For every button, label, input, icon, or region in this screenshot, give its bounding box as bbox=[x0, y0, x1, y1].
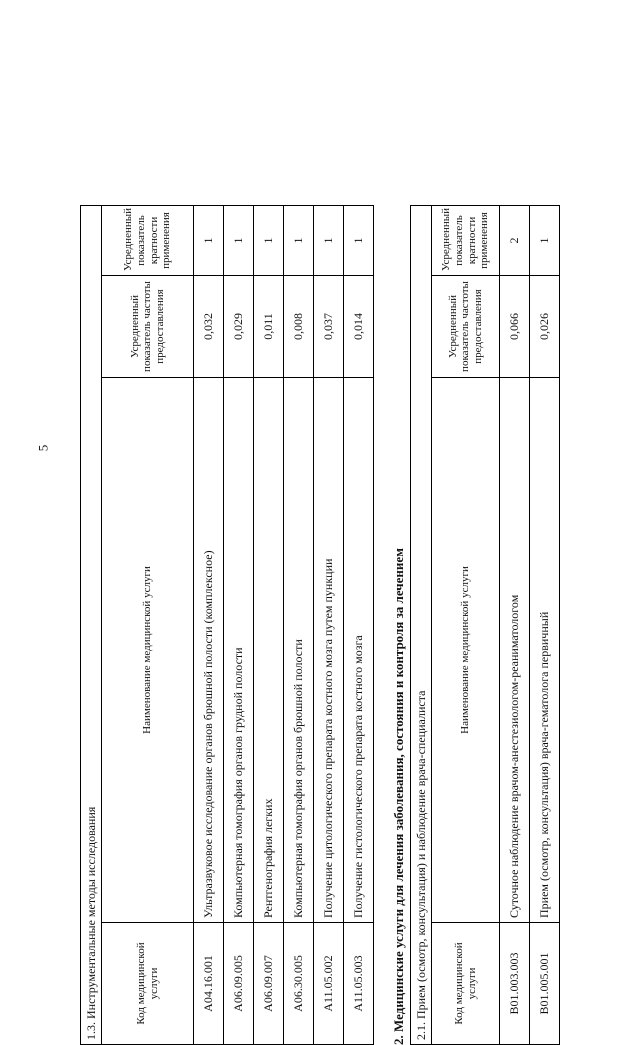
service-code: A04.16.001 bbox=[194, 923, 224, 1045]
service-code: B01.005.001 bbox=[530, 923, 560, 1045]
multiplicity-value: 1 bbox=[194, 206, 224, 276]
service-code: A06.09.005 bbox=[224, 923, 254, 1045]
service-code: A06.30.005 bbox=[284, 923, 314, 1045]
page-number: 5 bbox=[35, 444, 51, 452]
multiplicity-value: 2 bbox=[500, 206, 530, 276]
header-row bbox=[432, 206, 500, 1045]
frequency-value: 0,066 bbox=[500, 276, 530, 378]
service-name: Компьютерная томография органов грудной полости bbox=[224, 378, 254, 923]
header-code: Код медицинской услуги bbox=[102, 923, 194, 1045]
multiplicity-value: 1 bbox=[284, 206, 314, 276]
frequency-value: 0,014 bbox=[344, 276, 374, 378]
header-code: Код медицинской услуги bbox=[432, 923, 500, 1045]
frequency-value: 0,037 bbox=[314, 276, 344, 378]
frequency-value: 0,008 bbox=[284, 276, 314, 378]
header-name: Наименование медицинской услуги bbox=[432, 378, 500, 923]
header-name: Наименование медицинской услуги bbox=[102, 378, 194, 923]
rotated-content bbox=[80, 205, 560, 1045]
service-name: Прием (осмотр, консультация) врача-гематолога первичный bbox=[530, 378, 560, 923]
service-name: Получение гистологического препарата костного мозга bbox=[344, 378, 374, 923]
header-row bbox=[102, 206, 194, 1045]
instrumental-table bbox=[101, 205, 374, 1045]
service-name: Получение цитологического препарата костного мозга путем пункции bbox=[314, 378, 344, 923]
frequency-value: 0,029 bbox=[224, 276, 254, 378]
table-title: 2.1. Прием (осмотр, консультация) и наблюдение врача-специалиста bbox=[410, 205, 431, 1045]
service-name: Ультразвуковое исследование органов брюшной полости (комплексное) bbox=[194, 378, 224, 923]
multiplicity-value: 1 bbox=[224, 206, 254, 276]
multiplicity-value: 1 bbox=[254, 206, 284, 276]
service-code: A11.05.003 bbox=[344, 923, 374, 1045]
frequency-value: 0,026 bbox=[530, 276, 560, 378]
multiplicity-value: 1 bbox=[344, 206, 374, 276]
table-row bbox=[500, 206, 530, 1045]
service-name: Компьютерная томография органов брюшной полости bbox=[284, 378, 314, 923]
multiplicity-value: 1 bbox=[314, 206, 344, 276]
table-row bbox=[194, 206, 224, 1045]
header-multiplicity: Усредненный показатель кратности применения bbox=[432, 206, 500, 276]
header-frequency: Усредненный показатель частоты предоставления bbox=[432, 276, 500, 378]
service-name: Рентгенография легких bbox=[254, 378, 284, 923]
section-consultation bbox=[410, 205, 560, 1045]
frequency-value: 0,032 bbox=[194, 276, 224, 378]
table-row bbox=[254, 206, 284, 1045]
table-row bbox=[284, 206, 314, 1045]
multiplicity-value: 1 bbox=[530, 206, 560, 276]
section-heading: 2. Медицинские услуги для лечения заболевания, состояния и контроля за лечением bbox=[391, 547, 406, 1045]
service-code: B01.003.003 bbox=[500, 923, 530, 1045]
table-title: 1.3. Инструментальные методы исследования bbox=[80, 205, 101, 1045]
table-row bbox=[344, 206, 374, 1045]
service-code: A11.05.002 bbox=[314, 923, 344, 1045]
table-row bbox=[530, 206, 560, 1045]
table-row bbox=[314, 206, 344, 1045]
service-name: Суточное наблюдение врачом-анестезиологом-реаниматологом bbox=[500, 378, 530, 923]
table-row bbox=[224, 206, 254, 1045]
consultation-table bbox=[431, 205, 560, 1045]
header-multiplicity: Усредненный показатель кратности применения bbox=[102, 206, 194, 276]
frequency-value: 0,011 bbox=[254, 276, 284, 378]
header-frequency: Усредненный показатель частоты предоставления bbox=[102, 276, 194, 378]
section-instrumental bbox=[80, 205, 374, 1045]
service-code: A06.09.007 bbox=[254, 923, 284, 1045]
